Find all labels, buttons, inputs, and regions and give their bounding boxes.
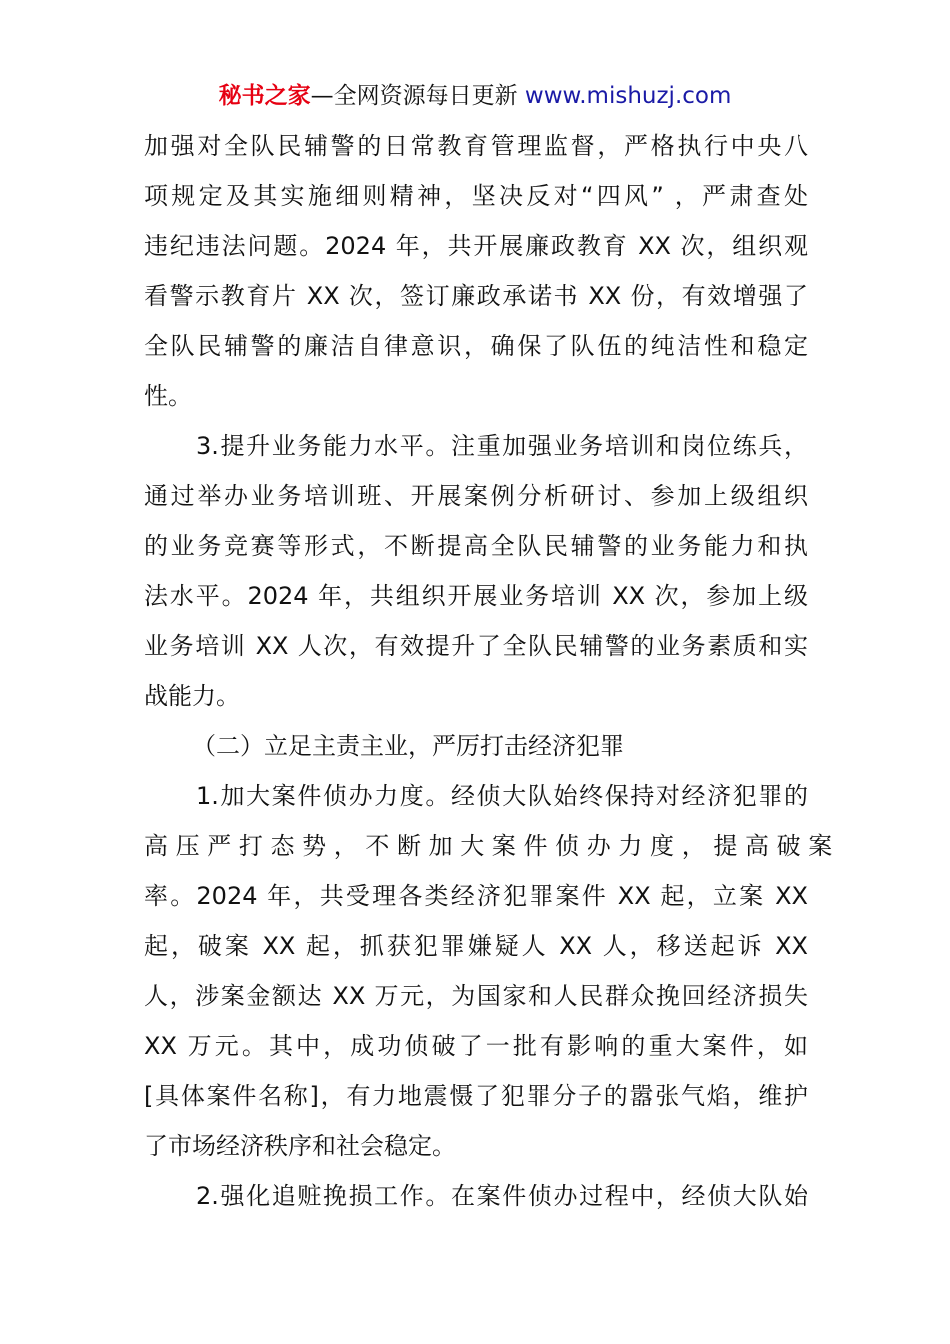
document-body: [144, 121, 833, 1221]
text-line: 高 压 严 打 态 势 ， 不 断 加 大 案 件 侦 办 力 度 ， 提 高 破 案: [144, 832, 833, 860]
text-line: 看警示教育片 XX 次，签订廉政承诺书 XX 份，有效增强了: [144, 282, 808, 310]
text-line: 起，破案 XX 起，抓获犯罪嫌疑人 XX 人，移送起诉 XX: [144, 932, 808, 960]
brand-name: 秘书之家: [218, 83, 311, 109]
site-header: [0, 80, 950, 112]
text-line: 通过举办业务培训班、开展案例分析研讨、参加上级组织: [144, 482, 808, 510]
text-line: 项规定及其实施细则精神，坚决反对“四风” ，严肃查处: [144, 182, 808, 210]
header-tagline: —全网资源每日更新: [310, 83, 518, 109]
text-line: 性。: [144, 382, 192, 410]
text-line: 加强对全队民辅警的日常教育管理监督，严格执行中央八: [144, 132, 808, 160]
site-url-link[interactable]: www.mishuzj.com: [524, 83, 732, 109]
text-line: 率。2024 年，共受理各类经济犯罪案件 XX 起，立案 XX: [144, 882, 808, 910]
text-line: 了市场经济秩序和社会稳定。: [144, 1132, 456, 1160]
text-line: 3.提升业务能力水平。注重加强业务培训和岗位练兵，: [196, 432, 808, 460]
text-line: XX 万元。其中，成功侦破了一批有影响的重大案件，如: [144, 1032, 808, 1060]
text-line: 2.强化追赃挽损工作。在案件侦办过程中，经侦大队始: [196, 1182, 808, 1210]
text-line: 人，涉案金额达 XX 万元，为国家和人民群众挽回经济损失: [144, 982, 808, 1010]
text-line: 1.加大案件侦办力度。经侦大队始终保持对经济犯罪的: [196, 782, 808, 810]
text-line: 全队民辅警的廉洁自律意识，确保了队伍的纯洁性和稳定: [144, 332, 808, 360]
text-line: [具体案件名称]，有力地震慑了犯罪分子的嚣张气焰，维护: [144, 1082, 808, 1110]
text-line: 战能力。: [144, 682, 240, 710]
text-line: 的业务竞赛等形式，不断提高全队民辅警的业务能力和执: [144, 532, 808, 560]
text-line: 业务培训 XX 人次，有效提升了全队民辅警的业务素质和实: [144, 632, 808, 660]
text-line: 违纪违法问题。2024 年，共开展廉政教育 XX 次，组织观: [144, 232, 808, 260]
section-heading: （二）立足主责主业，严厉打击经济犯罪: [192, 732, 624, 760]
text-line: 法水平。2024 年，共组织开展业务培训 XX 次，参加上级: [144, 582, 808, 610]
